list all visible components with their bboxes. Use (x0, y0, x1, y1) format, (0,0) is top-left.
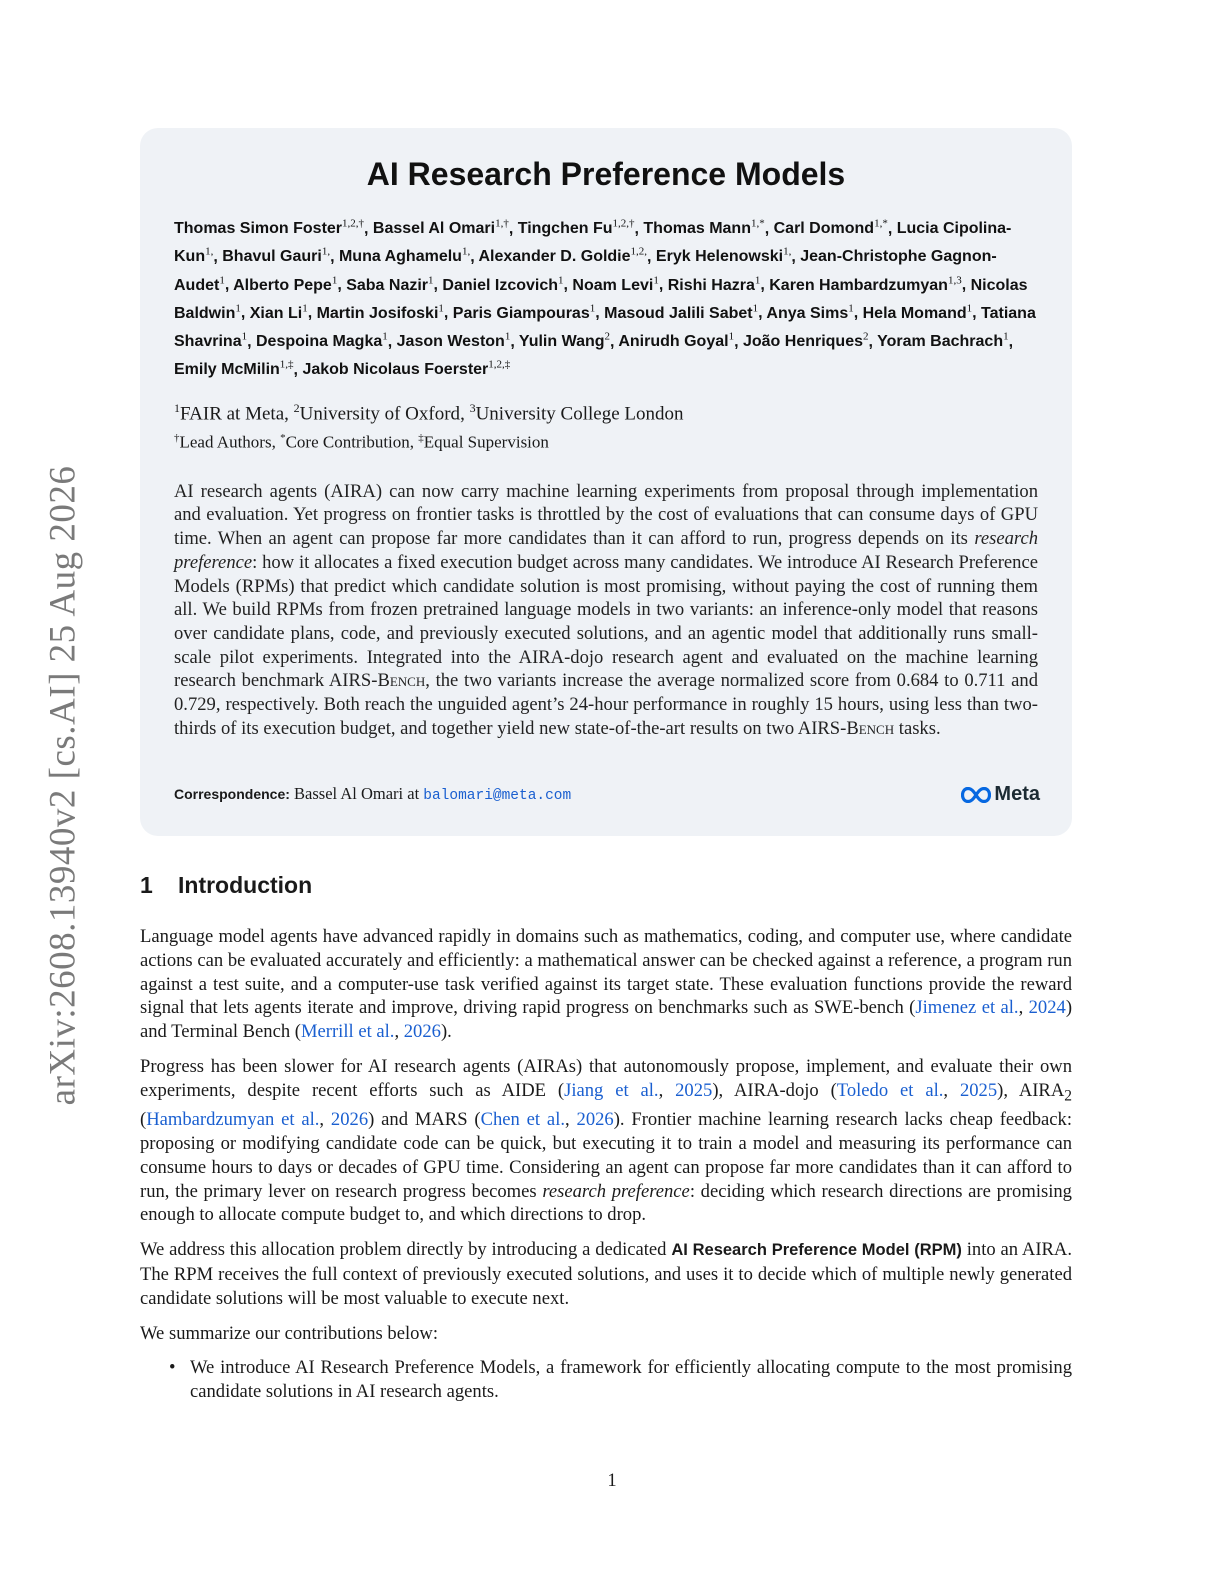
paragraph-text: ( (140, 1109, 147, 1131)
citation-separator: , (565, 1109, 577, 1131)
citation-year-link[interactable]: 2025 (675, 1079, 713, 1101)
author-name: Despoina Magka (255, 332, 383, 350)
author-name: Masoud Jalili Sabet (604, 304, 753, 322)
author-name: Tingchen Fu (517, 220, 613, 238)
author-affiliation-marker: 1,2,† (612, 218, 635, 230)
author-affiliation-marker: 1 (382, 330, 388, 343)
author-affiliation-marker: 1 (438, 302, 444, 315)
author (452, 302, 596, 322)
author-affiliation-marker: 1,‡ (279, 358, 294, 371)
citation-separator: , (319, 1109, 331, 1131)
affiliation-name: FAIR at Meta (180, 403, 285, 425)
author (774, 220, 888, 237)
citation-separator: , (1018, 997, 1029, 1019)
author (373, 220, 509, 237)
citation-link[interactable]: Hambardzumyan et al. (146, 1109, 320, 1131)
author-list: Thomas Simon Foster$^{1,2,\dagger}$, Bassel Al Omari$^{1,\dagger}$, Tingchen $Fu^{1,2,\dagger}$, Thomas Mann$^{1,*}$, Carl Domond$^{1,*}$, Lucia Cipolina-Kun$^{1,}$, Bhavul Gauri$^{1,}$, Muna Aghamelu$^{1,}$, Alexander D. Goldie$^{1,2,}$, Eryk Helenowski$^{1,}$, Jean-Christophe Gagnon-Audet$^1$, Alberto Pepe$^1$, Saba Nazir$^1$, Daniel Izcovich$^1$, Noam Levi$^1$, Rishi Hazra$^1$, Karen Hambardzumyan$^{1,3}$, Nicolas Baldwin$^1$, Xian Li$^1$, Martin Josifoski$^1$, Paris Giampouras$^1$, Masoud Jalili Sabet$^1$, Anya Sims$^1$, Hela Momand$^1$, Tatiana Shavrina$^1$, Despoina Magka$^1$, Jason Weston$^1$, Yulin Wang$^2$, Anirudh Goyal$^1$, João Henriques$^2$, Yoram Bachrach$^1$, Emily McMilin$^{1,\ddagger}$, Jakob Nicolaus Foerster$^{1,2,\ddagger}$ (174, 218, 1036, 378)
paragraph-text: into an AIRA. The RPM receives the full context of previously executed solutions, and uses it to decide which of multiple newly generated candidate solutions will be most valuable to execute next. (140, 1239, 1073, 1309)
author-affiliation-marker: 1 (504, 330, 511, 343)
author-name: Martin Josifoski (316, 304, 439, 322)
author-affiliation-marker: 1,2,‡ (488, 358, 511, 371)
meta-logo (961, 783, 1040, 806)
affiliation-marker: 3 (469, 400, 476, 415)
abstract-text: tasks. (894, 717, 941, 739)
author-name: Tatiana Shavrina (174, 304, 1036, 350)
author-affiliation-marker: 1 (752, 302, 759, 315)
main-body (140, 872, 1072, 1404)
citation-link[interactable]: Chen et al. (480, 1109, 566, 1131)
author-name: Nicolas Baldwin (174, 276, 1028, 322)
author (572, 274, 659, 294)
page-number: 1 (607, 1470, 617, 1491)
note-marker: † (174, 432, 180, 445)
correspondence (174, 784, 571, 804)
author-affiliation-marker: 1 (589, 302, 596, 315)
subscript: 2 (1064, 1087, 1073, 1105)
author (766, 302, 854, 322)
paper-title: AI Research Preference Models (366, 156, 846, 192)
author-affiliation-marker: 1 (241, 330, 248, 343)
author-name: Paris Giampouras (452, 304, 590, 322)
author-name: Karen Hambardzumyan (769, 276, 948, 294)
author-affiliation-marker: 1, (321, 246, 331, 259)
author (618, 330, 735, 350)
author (769, 274, 962, 294)
author (339, 248, 470, 265)
citation-link[interactable]: Merrill et al. (301, 1021, 395, 1043)
affiliation-marker: 2 (293, 400, 300, 415)
author-name: Xian Li (249, 304, 303, 322)
author (302, 358, 511, 378)
meta-infinity-icon (961, 787, 991, 803)
author-name: João Henriques (742, 332, 863, 350)
correspondence-label: Correspondence: (174, 786, 290, 802)
citation-link[interactable]: Toledo et al. (836, 1079, 944, 1101)
author-affiliation-marker: 1 (302, 302, 308, 315)
author (442, 274, 564, 294)
author-affiliation-marker: 1,2,† (342, 218, 365, 230)
abstract-text: AI research agents (AIRA) can now carry machine learning experiments from proposal through implementation and evaluation. Yet progress on frontier tasks is throttled by the cost of evaluations that can consume days of GPU time. When an agent can propose far more candidates than it can afford to run, progress depends on its (174, 480, 1038, 550)
correspondence-name: Bassel Al Omari at (294, 784, 420, 803)
author-name: Daniel Izcovich (442, 276, 558, 294)
author-name: Yulin Wang (518, 332, 605, 350)
author-name: Muna Aghamelu (338, 248, 462, 266)
correspondence-email-link[interactable]: balomari@meta.com (423, 788, 572, 804)
paragraph (140, 925, 1072, 1044)
paragraph-text: ) and MARS ( (368, 1109, 481, 1131)
author (174, 358, 294, 378)
note-text: Lead Authors (179, 432, 272, 452)
author-affiliation-marker: 1 (428, 274, 434, 287)
author-name: Jean-Christophe Gagnon-Audet (174, 248, 997, 294)
author-name: Noam Levi (572, 276, 654, 294)
abstract-text: , the two variants increase the average normalized score from 0.684 to 0.711 and 0.729, respectively. Both reach the unguided agent’s 24-hour performance in roughly 15 hours, using less than two-thirds of its execution budget, and together yield new state-of-the-art results on two AIRS- (174, 670, 1038, 739)
author-affiliation-marker: 1 (754, 274, 761, 287)
author-affiliation-marker: 1 (848, 302, 854, 315)
paragraph-text: We address this allocation problem directly by introducing a dedicated (140, 1239, 672, 1261)
section-number: 1 (140, 872, 153, 898)
author-affiliation-marker: 1 (653, 274, 659, 287)
paragraph (140, 1055, 1072, 1227)
paragraph-text: : deciding which research directions are promising enough to allocate compute budget to, and which directions to drop. (140, 1180, 1072, 1226)
author (316, 302, 444, 322)
author-name: Lucia Cipolina-Kun (174, 220, 1012, 266)
note-text: Equal Supervision (423, 432, 549, 452)
arxiv-identifier: arXiv:2608.13940v2 [cs.AI] 25 Aug 2026 (42, 465, 84, 1105)
author-affiliation-marker: 1 (558, 274, 564, 287)
citation-separator: , (943, 1079, 960, 1101)
author-affiliation-marker: 1,* (750, 218, 765, 230)
author-affiliation-marker: 1, (461, 246, 471, 259)
affiliation-name: University of Oxford (299, 403, 461, 425)
author-name: Bhavul Gauri (222, 248, 322, 266)
paragraph-text: ) and Terminal Bench ( (140, 997, 1073, 1043)
author (862, 302, 973, 322)
author (518, 330, 611, 350)
citation-year-link[interactable]: 2024 (1028, 997, 1066, 1019)
author-name: Rishi Hazra (667, 276, 755, 294)
note-marker: ‡ (418, 432, 424, 445)
author-name: Thomas Mann (643, 220, 751, 238)
author-name: Anya Sims (766, 304, 849, 322)
affiliations: $^1$FAIR at Meta, $^2$University of Oxford, $^3$University College London (174, 400, 684, 425)
author-name: Thomas Simon Foster (174, 220, 343, 238)
citation-link[interactable]: Jiang et al. (564, 1079, 659, 1101)
citation-year-link[interactable]: 2026 (330, 1109, 369, 1131)
author-affiliation-marker: 1,3 (947, 274, 962, 287)
citation-year-link[interactable]: 2026 (576, 1109, 614, 1131)
affiliation-marker: 1 (174, 400, 180, 415)
author (222, 248, 330, 265)
paragraph-text: Language model agents have advanced rapidly in domains such as mathematics, coding, and computer use, where candidate actions can be evaluated accurately and efficiently: a mathematical answer can be checked against a reference, a program run against a test suite, and a computer-use task verified against its target state. These evaluation functions provide the reward signal that lets agents iterate and improve, driving rapid progress on benchmarks such as SWE-bench ( (140, 926, 1072, 1019)
meta-logo-text: Meta (994, 783, 1040, 805)
paragraph-text: Progress has been slower for AI research agents (AIRAs) that autonomously propose, implement, and evaluate their own experiments, despite recent efforts such as AIDE ( (140, 1055, 1072, 1101)
author-affiliation-marker: 1 (219, 274, 225, 287)
paragraph-text: ), AIRA-dojo ( (712, 1079, 837, 1101)
author (643, 220, 764, 237)
list-item (140, 1356, 1072, 1404)
author-name: Alberto Pepe (233, 276, 332, 294)
author-affiliation-marker: 1, (205, 246, 214, 259)
benchmark-name: Bench (846, 717, 895, 739)
citation-year-link[interactable]: 2025 (959, 1079, 998, 1101)
benchmark-name: Bench (377, 670, 426, 692)
author (174, 220, 364, 237)
author-affiliation-marker: 2 (863, 330, 869, 343)
note-text: Core Contribution (285, 432, 410, 452)
bold-term: AI Research Preference Model (RPM) (671, 1241, 962, 1260)
author-affiliation-marker: 1 (728, 330, 735, 343)
author-affiliation-marker: 1, (783, 246, 792, 259)
author (346, 274, 434, 294)
author-affiliation-marker: 2 (604, 330, 611, 343)
paragraph (140, 1238, 1072, 1310)
author-name: Yoram Bachrach (877, 332, 1004, 350)
citation-link[interactable]: Jimenez et al. (915, 997, 1019, 1019)
author-affiliation-marker: 1 (1003, 330, 1009, 343)
abstract (174, 480, 1038, 741)
paragraph: We summarize our contributions below: (140, 1322, 438, 1344)
author (877, 330, 1009, 350)
list-item-text: We introduce AI Research Preference Models, a framework for efficiently allocating compute to the most promising candidate solutions in AI research agents. (190, 1357, 1072, 1403)
author-name: Jason Weston (396, 332, 505, 350)
author-name: Jakob Nicolaus Foerster (302, 360, 489, 378)
abstract-emphasis: research preference (174, 528, 1038, 573)
author-affiliation-marker: 1 (966, 302, 973, 315)
author (255, 330, 388, 350)
citation-separator: , (394, 1021, 404, 1043)
section-heading (140, 872, 1072, 899)
author (518, 220, 635, 237)
author-name: Saba Nazir (346, 276, 429, 294)
author (604, 302, 759, 322)
author-affiliation-marker: 1,* (874, 218, 888, 230)
author-affiliation-marker: 1 (331, 274, 338, 287)
paper-header-box (140, 128, 1072, 836)
arxiv-sidebar (38, 440, 88, 1130)
paragraph-text: ), AIRA (997, 1079, 1065, 1101)
affiliation-name: University College London (475, 403, 684, 425)
citation-separator: , (658, 1079, 676, 1101)
author (233, 274, 338, 294)
section-title: Introduction (178, 872, 313, 898)
paragraph-text: ). Frontier machine learning research lacks cheap feedback: proposing or modifying candidate code can be quick, but executing it to train a model and measuring its performance can consume hours to days or decades of GPU time. Considering an agent can propose far more candidates than it can afford to run, the primary lever on research progress becomes (140, 1109, 1073, 1202)
citation-year-link[interactable]: 2026 (403, 1021, 441, 1043)
author-affiliation-marker: 1,† (495, 218, 509, 230)
author-name: Emily McMilin (174, 360, 280, 378)
author (742, 330, 869, 350)
author (249, 302, 308, 322)
author (478, 248, 647, 265)
paragraph-text: ). (440, 1021, 452, 1043)
author-name: Anirudh Goyal (618, 332, 729, 350)
emphasis: research preference (542, 1180, 690, 1202)
author (667, 274, 761, 294)
author-affiliation-marker: 1,2, (630, 246, 648, 259)
author-affiliation-marker: 1 (235, 302, 241, 315)
abstract-text: : how it allocates a fixed execution budget across many candidates. We introduce AI Research Preference Models (RPMs) that predict which candidate solution is most promising, without paying the cost of running them all. We build RPMs from frozen pretrained language models in two variants: an inference-only model that reasons over candidate plans, code, and previously executed solutions, and an agentic model that additionally runs small-scale pilot experiments. Integrated into the AIRA-dojo research agent and evaluated on the machine learning research benchmark AIRS- (174, 551, 1038, 692)
author-name: Eryk Helenowski (655, 248, 784, 266)
contributions-list (140, 1356, 1072, 1404)
author-name: Alexander D. Goldie (478, 248, 631, 266)
author-name: Hela Momand (862, 304, 967, 322)
note-marker: * (280, 432, 286, 445)
author-name: Carl Domond (773, 220, 875, 238)
author-notes: †Lead Authors, *Core Contribution, ‡Equal Supervision (174, 432, 549, 452)
author (656, 248, 791, 265)
author-name: Bassel Al Omari (372, 220, 496, 238)
author (396, 330, 511, 350)
bullet-icon: • (169, 1357, 176, 1379)
